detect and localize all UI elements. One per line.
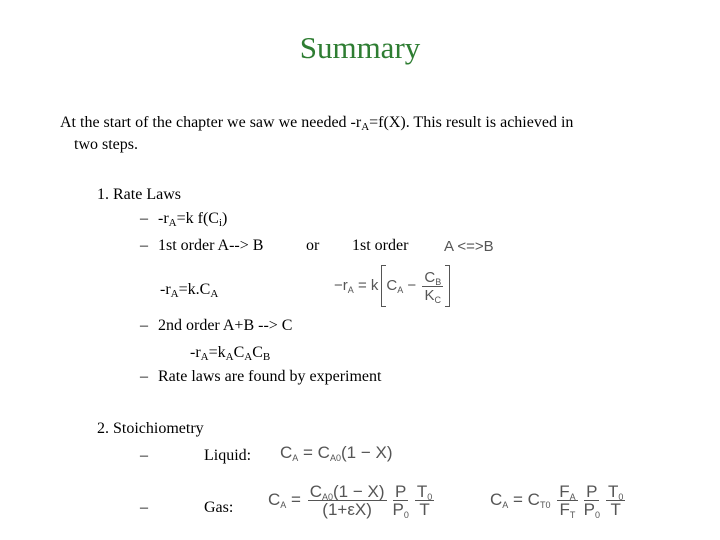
rate-law-item-second-order: – 2nd order A+B --> C xyxy=(140,317,293,334)
reversible-rate-equation: $-r_A = k$ $C_A$ − $\frac{C_B}{K_C}$ xyxy=(334,265,450,307)
gas-concentration-equation-1: $C_A$ = $\frac{C_{A0}(1 - X)}{(1+\varepsilon X)}$ $\frac{P}{P_0}$ $\frac{T_0}{T}$ xyxy=(268,482,433,520)
rate-law-item-general: – $-r_A=k$ $f(C_i)$ xyxy=(140,210,228,229)
liquid-dash: – xyxy=(140,447,148,464)
rate-law-item-experiment: – Rate laws are found by experiment xyxy=(140,368,382,385)
or-label: or xyxy=(306,237,320,254)
intro-line-1: At the start of the chapter we saw we needed $-r_A=f(X)$. This result is achieved in xyxy=(60,114,574,133)
intro-line-2: two steps. xyxy=(74,136,138,153)
second-order-rate-equation: $-r_A=k_AC_AC_B$ xyxy=(190,344,271,363)
liquid-concentration-equation: $C_A = C_{A0}(1 - X)$ xyxy=(280,443,393,463)
gas-label: Gas: xyxy=(204,499,234,516)
section-rate-laws-heading: 1. Rate Laws xyxy=(97,186,181,203)
rate-law-item-first-order: – 1st order A--> B xyxy=(140,237,264,254)
first-order-label-2: 1st order xyxy=(352,237,409,254)
reversible-reaction: A <=>B xyxy=(444,238,494,255)
section-stoichiometry-heading: 2. Stoichiometry xyxy=(97,420,204,437)
liquid-label: Liquid: xyxy=(204,447,252,464)
gas-concentration-equation-2: $C_A = C_{T0}$ $\frac{F_A}{F_T}$ $\frac{P}{P_0}$ $\frac{T_0}{T}$ xyxy=(490,482,624,520)
first-order-rate-equation: $-r_A=k.C_A$ xyxy=(160,281,219,300)
slide-title: Summary xyxy=(299,30,421,65)
gas-dash: – xyxy=(140,499,148,516)
